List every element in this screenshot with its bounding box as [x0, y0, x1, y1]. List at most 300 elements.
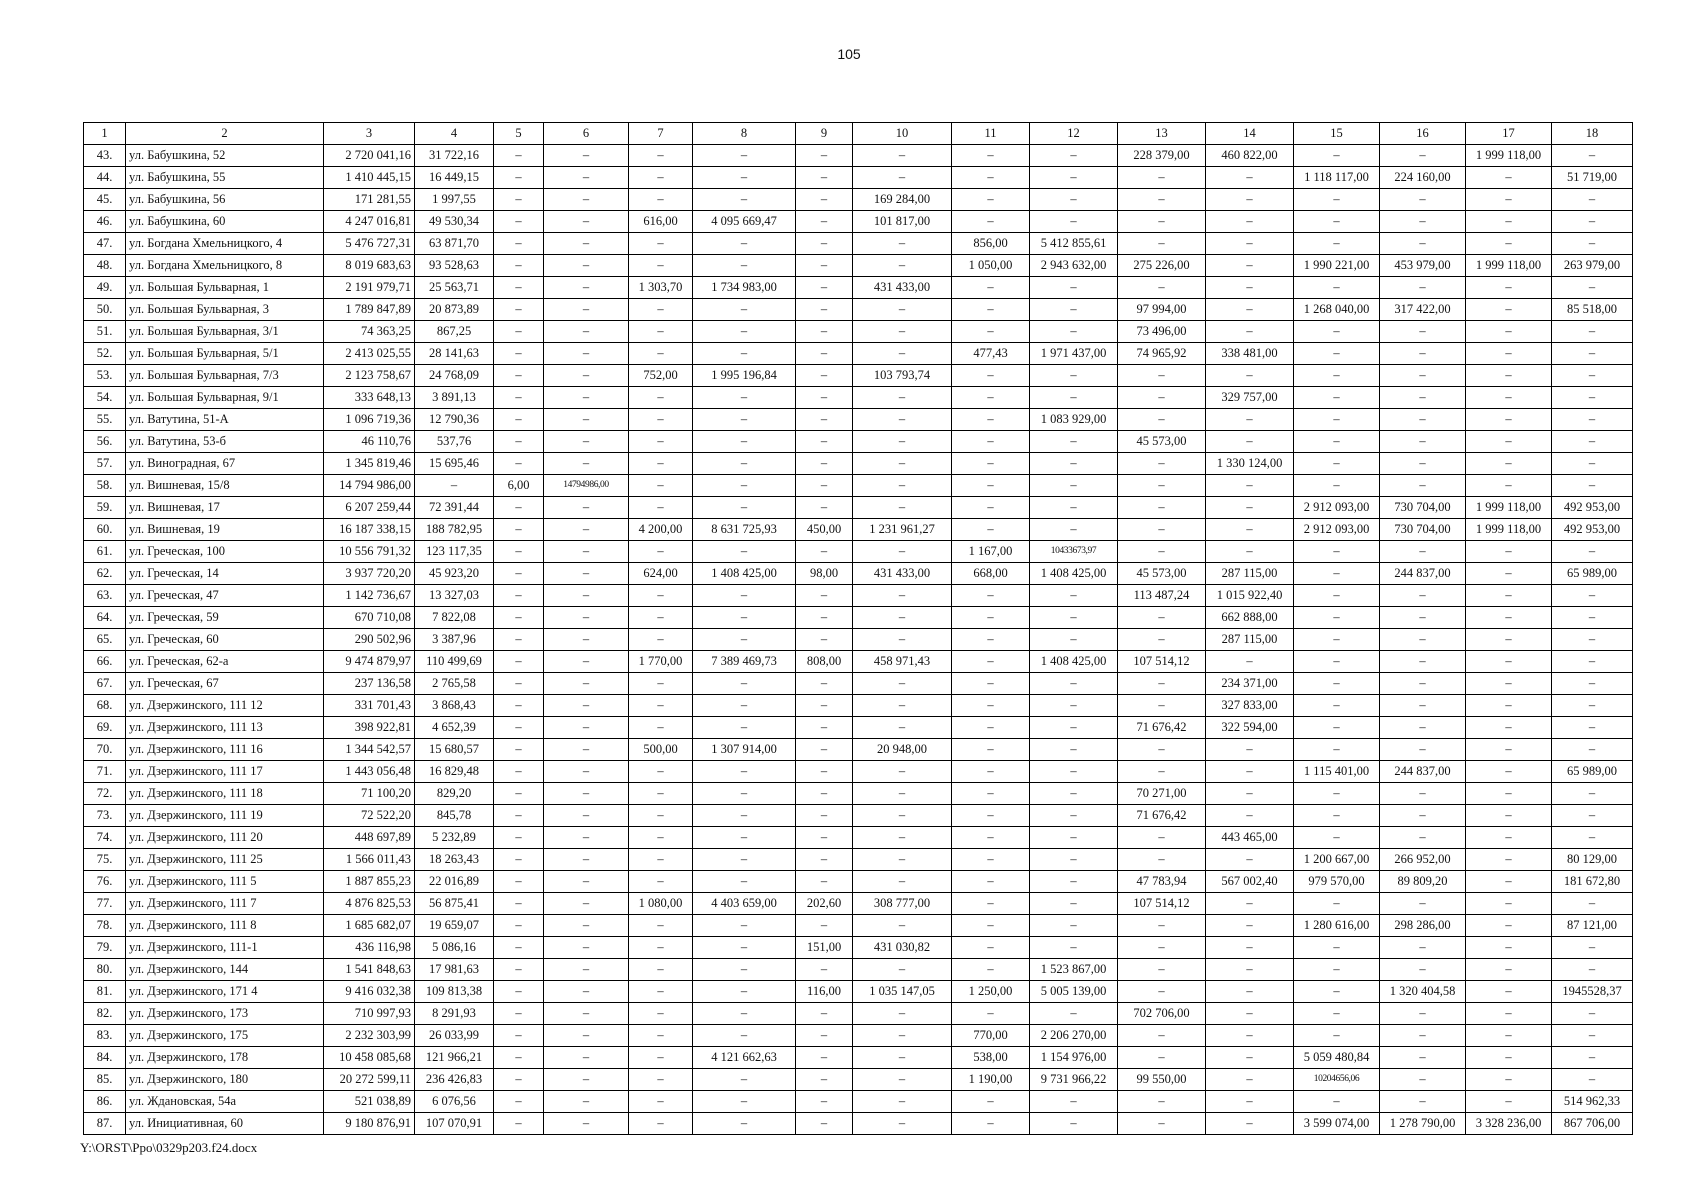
value-cell: –: [853, 695, 952, 717]
value-cell: –: [952, 915, 1030, 937]
value-cell: –: [693, 145, 796, 167]
value-cell: –: [1466, 893, 1552, 915]
address-cell: ул. Виноградная, 67: [126, 453, 324, 475]
value-cell: –: [544, 233, 629, 255]
value-cell: –: [1294, 277, 1380, 299]
value-cell: –: [796, 321, 853, 343]
value-cell: –: [629, 629, 693, 651]
value-cell: –: [1118, 937, 1206, 959]
value-cell: 298 286,00: [1380, 915, 1466, 937]
value-cell: –: [544, 673, 629, 695]
value-cell: –: [494, 233, 544, 255]
value-cell: –: [1206, 959, 1294, 981]
value-cell: –: [693, 981, 796, 1003]
value-cell: –: [1030, 629, 1118, 651]
value-cell: –: [853, 1025, 952, 1047]
column-header: 16: [1380, 123, 1466, 145]
address-cell: ул. Дзержинского, 111 16: [126, 739, 324, 761]
value-cell: –: [1206, 761, 1294, 783]
value-cell: 730 704,00: [1380, 519, 1466, 541]
value-cell: –: [494, 387, 544, 409]
value-cell: –: [629, 1113, 693, 1135]
value-cell: –: [544, 409, 629, 431]
value-cell: –: [1466, 431, 1552, 453]
value-cell: 8 631 725,93: [693, 519, 796, 541]
value-cell: 4 247 016,81: [324, 211, 415, 233]
value-cell: 263 979,00: [1552, 255, 1633, 277]
value-cell: –: [1206, 189, 1294, 211]
row-number-cell: 46.: [84, 211, 126, 233]
address-cell: ул. Большая Бульварная, 7/3: [126, 365, 324, 387]
value-cell: –: [494, 563, 544, 585]
value-cell: –: [796, 1069, 853, 1091]
value-cell: –: [494, 673, 544, 695]
value-cell: 1 523 867,00: [1030, 959, 1118, 981]
value-cell: –: [629, 1091, 693, 1113]
address-cell: ул. Большая Бульварная, 3: [126, 299, 324, 321]
address-cell: ул. Греческая, 100: [126, 541, 324, 563]
value-cell: –: [1206, 805, 1294, 827]
value-cell: –: [1118, 915, 1206, 937]
value-cell: –: [1466, 343, 1552, 365]
value-cell: –: [853, 717, 952, 739]
value-cell: –: [1206, 1091, 1294, 1113]
address-cell: ул. Дзержинского, 111 7: [126, 893, 324, 915]
value-cell: –: [1552, 343, 1633, 365]
value-cell: –: [494, 1047, 544, 1069]
value-cell: 1 541 848,63: [324, 959, 415, 981]
value-cell: 450,00: [796, 519, 853, 541]
table-row: [84, 1113, 1633, 1135]
value-cell: 1 344 542,57: [324, 739, 415, 761]
table-row: [84, 783, 1633, 805]
value-cell: –: [1380, 145, 1466, 167]
value-cell: –: [1466, 585, 1552, 607]
value-cell: 5 086,16: [415, 937, 494, 959]
value-cell: –: [853, 541, 952, 563]
value-cell: –: [1380, 409, 1466, 431]
value-cell: 730 704,00: [1380, 497, 1466, 519]
value-cell: –: [853, 409, 952, 431]
address-cell: ул. Греческая, 60: [126, 629, 324, 651]
value-cell: –: [1206, 783, 1294, 805]
value-cell: –: [494, 1003, 544, 1025]
value-cell: –: [693, 255, 796, 277]
value-cell: –: [629, 915, 693, 937]
value-cell: –: [544, 365, 629, 387]
value-cell: –: [1118, 1091, 1206, 1113]
value-cell: –: [544, 651, 629, 673]
value-cell: 4 876 825,53: [324, 893, 415, 915]
value-cell: –: [1030, 365, 1118, 387]
file-path-footer: Y:\ORST\Ppo\0329p203.f24.docx: [80, 1140, 258, 1155]
table-row: [84, 761, 1633, 783]
value-cell: –: [796, 1003, 853, 1025]
value-cell: –: [693, 167, 796, 189]
value-cell: –: [1118, 673, 1206, 695]
value-cell: –: [693, 1003, 796, 1025]
value-cell: –: [853, 959, 952, 981]
value-cell: –: [1030, 387, 1118, 409]
value-cell: 4 200,00: [629, 519, 693, 541]
value-cell: –: [1552, 211, 1633, 233]
value-cell: –: [952, 717, 1030, 739]
address-cell: ул. Дзержинского, 171 4: [126, 981, 324, 1003]
row-number-cell: 83.: [84, 1025, 126, 1047]
value-cell: 16 187 338,15: [324, 519, 415, 541]
value-cell: –: [796, 695, 853, 717]
row-number-cell: 52.: [84, 343, 126, 365]
row-number-cell: 71.: [84, 761, 126, 783]
value-cell: –: [494, 1091, 544, 1113]
value-cell: –: [494, 519, 544, 541]
value-cell: –: [1030, 849, 1118, 871]
value-cell: –: [629, 233, 693, 255]
value-cell: –: [853, 431, 952, 453]
address-cell: ул. Дзержинского, 111 19: [126, 805, 324, 827]
value-cell: –: [544, 1069, 629, 1091]
value-cell: –: [1206, 431, 1294, 453]
row-number-cell: 49.: [84, 277, 126, 299]
table-row: [84, 167, 1633, 189]
value-cell: –: [1118, 827, 1206, 849]
value-cell: 10 458 085,68: [324, 1047, 415, 1069]
value-cell: 867,25: [415, 321, 494, 343]
value-cell: 46 110,76: [324, 431, 415, 453]
value-cell: –: [1380, 211, 1466, 233]
value-cell: –: [1206, 915, 1294, 937]
address-cell: ул. Бабушкина, 52: [126, 145, 324, 167]
address-cell: ул. Дзержинского, 178: [126, 1047, 324, 1069]
address-cell: ул. Ждановская, 54а: [126, 1091, 324, 1113]
value-cell: 1 083 929,00: [1030, 409, 1118, 431]
column-header: 14: [1206, 123, 1294, 145]
value-cell: 14794986,00: [544, 475, 629, 497]
value-cell: –: [1466, 695, 1552, 717]
value-cell: –: [629, 167, 693, 189]
value-cell: –: [1380, 1091, 1466, 1113]
value-cell: –: [1206, 849, 1294, 871]
value-cell: –: [693, 695, 796, 717]
value-cell: –: [1552, 629, 1633, 651]
value-cell: –: [1466, 805, 1552, 827]
address-cell: ул. Богдана Хмельницкого, 8: [126, 255, 324, 277]
address-cell: ул. Вишневая, 19: [126, 519, 324, 541]
value-cell: 1 080,00: [629, 893, 693, 915]
value-cell: –: [1118, 497, 1206, 519]
value-cell: –: [494, 695, 544, 717]
value-cell: 431 433,00: [853, 277, 952, 299]
value-cell: 5 005 139,00: [1030, 981, 1118, 1003]
value-cell: 18 263,43: [415, 849, 494, 871]
value-cell: –: [853, 607, 952, 629]
value-cell: –: [1552, 827, 1633, 849]
row-number-cell: 58.: [84, 475, 126, 497]
value-cell: –: [1552, 585, 1633, 607]
value-cell: –: [952, 497, 1030, 519]
value-cell: 8 291,93: [415, 1003, 494, 1025]
row-number-cell: 61.: [84, 541, 126, 563]
value-cell: –: [796, 805, 853, 827]
value-cell: –: [693, 585, 796, 607]
value-cell: –: [952, 387, 1030, 409]
value-cell: 2 912 093,00: [1294, 519, 1380, 541]
address-cell: ул. Дзержинского, 111 18: [126, 783, 324, 805]
value-cell: –: [1030, 475, 1118, 497]
value-cell: 26 033,99: [415, 1025, 494, 1047]
value-cell: –: [1030, 607, 1118, 629]
value-cell: –: [544, 497, 629, 519]
value-cell: –: [853, 167, 952, 189]
value-cell: –: [1030, 695, 1118, 717]
value-cell: –: [853, 1003, 952, 1025]
address-cell: ул. Большая Бульварная, 5/1: [126, 343, 324, 365]
column-header: 9: [796, 123, 853, 145]
value-cell: –: [693, 475, 796, 497]
value-cell: –: [1294, 189, 1380, 211]
value-cell: –: [693, 629, 796, 651]
value-cell: 4 652,39: [415, 717, 494, 739]
value-cell: 1 410 445,15: [324, 167, 415, 189]
address-cell: ул. Бабушкина, 60: [126, 211, 324, 233]
address-cell: ул. Инициативная, 60: [126, 1113, 324, 1135]
value-cell: –: [796, 959, 853, 981]
value-cell: –: [952, 871, 1030, 893]
value-cell: –: [544, 541, 629, 563]
table-row: [84, 255, 1633, 277]
value-cell: 1 408 425,00: [1030, 651, 1118, 673]
value-cell: 1 999 118,00: [1466, 255, 1552, 277]
row-number-cell: 60.: [84, 519, 126, 541]
header-row: [84, 123, 1633, 145]
value-cell: –: [1206, 365, 1294, 387]
value-cell: –: [494, 321, 544, 343]
value-cell: –: [1206, 1047, 1294, 1069]
value-cell: –: [629, 1047, 693, 1069]
value-cell: 1 995 196,84: [693, 365, 796, 387]
value-cell: 2 912 093,00: [1294, 497, 1380, 519]
value-cell: 73 496,00: [1118, 321, 1206, 343]
row-number-cell: 82.: [84, 1003, 126, 1025]
value-cell: –: [494, 629, 544, 651]
value-cell: –: [1294, 607, 1380, 629]
value-cell: –: [796, 1091, 853, 1113]
value-cell: 436 116,98: [324, 937, 415, 959]
value-cell: –: [1466, 167, 1552, 189]
value-cell: –: [1030, 321, 1118, 343]
value-cell: –: [796, 343, 853, 365]
value-cell: 1 015 922,40: [1206, 585, 1294, 607]
address-cell: ул. Вишневая, 17: [126, 497, 324, 519]
value-cell: 19 659,07: [415, 915, 494, 937]
value-cell: 45 923,20: [415, 563, 494, 585]
value-cell: 9 180 876,91: [324, 1113, 415, 1135]
value-cell: 979 570,00: [1294, 871, 1380, 893]
value-cell: –: [1030, 1113, 1118, 1135]
value-cell: 15 695,46: [415, 453, 494, 475]
value-cell: –: [796, 607, 853, 629]
value-cell: –: [1552, 607, 1633, 629]
value-cell: –: [1466, 871, 1552, 893]
value-cell: –: [693, 871, 796, 893]
value-cell: –: [544, 145, 629, 167]
value-cell: –: [1380, 387, 1466, 409]
value-cell: 8 019 683,63: [324, 255, 415, 277]
row-number-cell: 44.: [84, 167, 126, 189]
value-cell: –: [1030, 673, 1118, 695]
column-header: 1: [84, 123, 126, 145]
row-number-cell: 69.: [84, 717, 126, 739]
value-cell: 107 514,12: [1118, 893, 1206, 915]
value-cell: –: [1552, 695, 1633, 717]
table-row: [84, 475, 1633, 497]
value-cell: –: [629, 475, 693, 497]
value-cell: –: [1294, 695, 1380, 717]
address-cell: ул. Дзержинского, 111 25: [126, 849, 324, 871]
value-cell: 1 408 425,00: [1030, 563, 1118, 585]
value-cell: –: [544, 915, 629, 937]
table-row: [84, 673, 1633, 695]
value-cell: –: [1466, 937, 1552, 959]
value-cell: –: [952, 739, 1030, 761]
value-cell: 87 121,00: [1552, 915, 1633, 937]
value-cell: –: [1118, 453, 1206, 475]
value-cell: –: [693, 1069, 796, 1091]
value-cell: 266 952,00: [1380, 849, 1466, 871]
value-cell: –: [952, 959, 1030, 981]
value-cell: –: [1118, 211, 1206, 233]
value-cell: –: [952, 167, 1030, 189]
value-cell: 51 719,00: [1552, 167, 1633, 189]
value-cell: –: [1552, 387, 1633, 409]
address-cell: ул. Дзержинского, 111 17: [126, 761, 324, 783]
value-cell: –: [1118, 277, 1206, 299]
value-cell: 458 971,43: [853, 651, 952, 673]
row-number-cell: 50.: [84, 299, 126, 321]
table-row: [84, 1003, 1633, 1025]
value-cell: –: [693, 299, 796, 321]
value-cell: –: [952, 475, 1030, 497]
value-cell: 109 813,38: [415, 981, 494, 1003]
value-cell: –: [1552, 431, 1633, 453]
value-cell: 10 556 791,32: [324, 541, 415, 563]
value-cell: –: [853, 299, 952, 321]
value-cell: –: [1030, 453, 1118, 475]
value-cell: –: [1380, 783, 1466, 805]
value-cell: 101 817,00: [853, 211, 952, 233]
value-cell: –: [796, 849, 853, 871]
value-cell: –: [1118, 1025, 1206, 1047]
table-row: [84, 585, 1633, 607]
value-cell: 1 789 847,89: [324, 299, 415, 321]
value-cell: –: [544, 563, 629, 585]
value-cell: –: [1206, 1025, 1294, 1047]
value-cell: 65 989,00: [1552, 563, 1633, 585]
value-cell: –: [1380, 695, 1466, 717]
value-cell: –: [1552, 1069, 1633, 1091]
value-cell: –: [693, 827, 796, 849]
value-cell: –: [494, 189, 544, 211]
value-cell: –: [544, 519, 629, 541]
value-cell: –: [853, 1113, 952, 1135]
value-cell: –: [1552, 475, 1633, 497]
value-cell: –: [1206, 475, 1294, 497]
value-cell: 9 731 966,22: [1030, 1069, 1118, 1091]
value-cell: –: [1552, 409, 1633, 431]
value-cell: –: [494, 849, 544, 871]
value-cell: 80 129,00: [1552, 849, 1633, 871]
value-cell: 10433673,97: [1030, 541, 1118, 563]
value-cell: 171 281,55: [324, 189, 415, 211]
value-cell: –: [1294, 343, 1380, 365]
address-cell: ул. Греческая, 67: [126, 673, 324, 695]
value-cell: –: [1294, 585, 1380, 607]
value-cell: –: [1294, 365, 1380, 387]
value-cell: 1 115 401,00: [1294, 761, 1380, 783]
value-cell: –: [629, 453, 693, 475]
value-cell: –: [1380, 541, 1466, 563]
value-cell: –: [544, 585, 629, 607]
value-cell: 4 403 659,00: [693, 893, 796, 915]
value-cell: –: [952, 805, 1030, 827]
value-cell: 72 522,20: [324, 805, 415, 827]
value-cell: 448 697,89: [324, 827, 415, 849]
value-cell: –: [544, 739, 629, 761]
address-cell: ул. Дзержинского, 111 5: [126, 871, 324, 893]
value-cell: –: [693, 783, 796, 805]
value-cell: –: [1118, 189, 1206, 211]
value-cell: –: [1206, 277, 1294, 299]
value-cell: 1945528,37: [1552, 981, 1633, 1003]
value-cell: –: [1552, 541, 1633, 563]
row-number-cell: 56.: [84, 431, 126, 453]
value-cell: 244 837,00: [1380, 761, 1466, 783]
value-cell: –: [1294, 805, 1380, 827]
value-cell: 1 320 404,58: [1380, 981, 1466, 1003]
value-cell: 537,76: [415, 431, 494, 453]
value-cell: 275 226,00: [1118, 255, 1206, 277]
value-cell: 99 550,00: [1118, 1069, 1206, 1091]
value-cell: –: [1552, 783, 1633, 805]
value-cell: 49 530,34: [415, 211, 494, 233]
value-cell: –: [544, 805, 629, 827]
value-cell: –: [494, 717, 544, 739]
value-cell: –: [693, 915, 796, 937]
value-cell: –: [1380, 673, 1466, 695]
value-cell: –: [629, 1069, 693, 1091]
value-cell: –: [544, 321, 629, 343]
value-cell: –: [1294, 981, 1380, 1003]
address-cell: ул. Дзержинского, 144: [126, 959, 324, 981]
value-cell: –: [1552, 1025, 1633, 1047]
value-cell: –: [1466, 1025, 1552, 1047]
value-cell: –: [853, 343, 952, 365]
value-cell: –: [796, 255, 853, 277]
value-cell: –: [1552, 893, 1633, 915]
value-cell: –: [494, 255, 544, 277]
value-cell: –: [1552, 145, 1633, 167]
value-cell: –: [853, 585, 952, 607]
value-cell: –: [544, 255, 629, 277]
value-cell: –: [494, 1025, 544, 1047]
value-cell: –: [796, 871, 853, 893]
row-number-cell: 84.: [84, 1047, 126, 1069]
value-cell: –: [952, 211, 1030, 233]
value-cell: –: [693, 387, 796, 409]
value-cell: –: [1118, 629, 1206, 651]
value-cell: –: [1466, 783, 1552, 805]
value-cell: –: [1552, 277, 1633, 299]
